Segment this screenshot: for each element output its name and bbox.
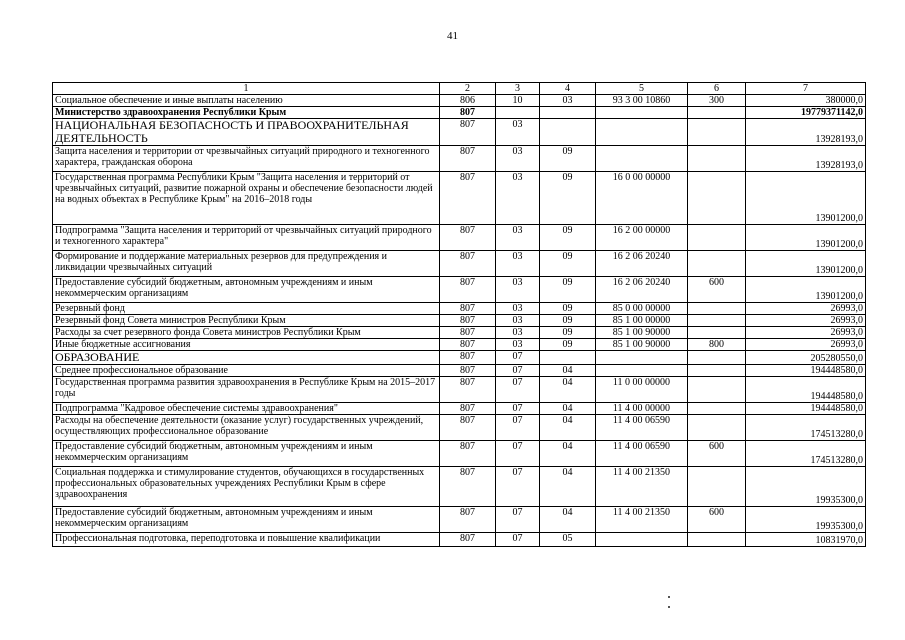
expense-type-cell (688, 172, 746, 225)
amount-cell: 194448580,0 (746, 377, 866, 403)
section-cell: 07 (496, 533, 540, 547)
subsection-cell: 03 (540, 95, 596, 107)
row-name-cell: Иные бюджетные ассигнования (53, 339, 440, 351)
expense-type-cell: 600 (688, 507, 746, 533)
subsection-cell: 09 (540, 303, 596, 315)
target-article-cell (596, 365, 688, 377)
subsection-cell (540, 351, 596, 365)
subsection-cell: 09 (540, 327, 596, 339)
section-cell: 07 (496, 441, 540, 467)
header-cell: 1 (53, 83, 440, 95)
table-row (53, 339, 866, 351)
row-name-cell: Предоставление субсидий бюджетным, автономным учреждениям и иным некоммерческим организациям (53, 507, 440, 533)
table-row (53, 303, 866, 315)
expense-type-cell (688, 533, 746, 547)
target-article-cell: 11 0 00 00000 (596, 377, 688, 403)
table-row (53, 467, 866, 507)
table-row (53, 365, 866, 377)
amount-cell: 19935300,0 (746, 467, 866, 507)
admin-code-cell: 807 (440, 365, 496, 377)
amount-cell: 13901200,0 (746, 277, 866, 303)
admin-code-cell: 807 (440, 339, 496, 351)
expense-type-cell (688, 107, 746, 119)
row-name-cell: Расходы на обеспечение деятельности (оказание услуг) государственных учреждений, осуществляющих профессиональное образование (53, 415, 440, 441)
section-cell: 03 (496, 303, 540, 315)
table-row (53, 327, 866, 339)
subsection-cell: 09 (540, 251, 596, 277)
row-name-cell: Предоставление субсидий бюджетным, автономным учреждениям и иным некоммерческим организациям (53, 441, 440, 467)
subsection-cell: 09 (540, 315, 596, 327)
expense-type-cell (688, 251, 746, 277)
section-cell: 03 (496, 277, 540, 303)
expense-type-cell (688, 415, 746, 441)
amount-cell: 13901200,0 (746, 225, 866, 251)
target-article-cell: 85 1 00 00000 (596, 315, 688, 327)
amount-cell: 174513280,0 (746, 441, 866, 467)
scan-speck (668, 596, 670, 598)
section-cell: 03 (496, 119, 540, 146)
amount-cell: 19779371142,0 (746, 107, 866, 119)
subsection-cell: 04 (540, 377, 596, 403)
row-name-cell: Профессиональная подготовка, переподготовка и повышение квалификации (53, 533, 440, 547)
table-row (53, 403, 866, 415)
section-cell: 07 (496, 467, 540, 507)
subsection-cell: 04 (540, 467, 596, 507)
admin-code-cell: 807 (440, 146, 496, 172)
row-name-cell: Социальное обеспечение и иные выплаты населению (53, 95, 440, 107)
admin-code-cell: 807 (440, 467, 496, 507)
section-cell: 07 (496, 507, 540, 533)
table-row (53, 277, 866, 303)
section-cell: 10 (496, 95, 540, 107)
admin-code-cell: 807 (440, 377, 496, 403)
expense-type-cell (688, 225, 746, 251)
table-row (53, 225, 866, 251)
table-row (53, 415, 866, 441)
admin-code-cell: 807 (440, 303, 496, 315)
expense-type-cell: 600 (688, 441, 746, 467)
expense-type-cell (688, 365, 746, 377)
amount-cell: 13901200,0 (746, 172, 866, 225)
section-cell: 03 (496, 315, 540, 327)
header-cell: 5 (596, 83, 688, 95)
admin-code-cell: 807 (440, 315, 496, 327)
table-row (53, 251, 866, 277)
scan-speck (668, 606, 670, 608)
expense-type-cell: 300 (688, 95, 746, 107)
amount-cell: 174513280,0 (746, 415, 866, 441)
row-name-cell: НАЦИОНАЛЬНАЯ БЕЗОПАСНОСТЬ И ПРАВООХРАНИТЕЛЬНАЯ ДЕЯТЕЛЬНОСТЬ (53, 119, 440, 146)
amount-cell: 380000,0 (746, 95, 866, 107)
admin-code-cell: 807 (440, 327, 496, 339)
amount-cell: 26993,0 (746, 339, 866, 351)
expense-type-cell (688, 327, 746, 339)
table-row (53, 315, 866, 327)
table-row (53, 95, 866, 107)
target-article-cell: 85 0 00 00000 (596, 303, 688, 315)
expense-type-cell: 600 (688, 277, 746, 303)
expense-type-cell (688, 467, 746, 507)
expense-type-cell (688, 119, 746, 146)
amount-cell: 26993,0 (746, 327, 866, 339)
target-article-cell: 16 2 06 20240 (596, 251, 688, 277)
amount-cell: 13901200,0 (746, 251, 866, 277)
admin-code-cell: 807 (440, 441, 496, 467)
target-article-cell: 16 2 00 00000 (596, 225, 688, 251)
amount-cell: 26993,0 (746, 315, 866, 327)
target-article-cell: 11 4 00 06590 (596, 441, 688, 467)
table-row (53, 172, 866, 225)
row-name-cell: Расходы за счет резервного фонда Совета министров Республики Крым (53, 327, 440, 339)
header-row (53, 83, 866, 95)
subsection-cell: 09 (540, 277, 596, 303)
row-name-cell: Подпрограмма "Кадровое обеспечение системы здравоохранения" (53, 403, 440, 415)
budget-table (52, 82, 866, 547)
row-name-cell: Министерство здравоохранения Республики Крым (53, 107, 440, 119)
subsection-cell (540, 107, 596, 119)
admin-code-cell: 807 (440, 172, 496, 225)
table-row (53, 107, 866, 119)
row-name-cell: Защита населения и территории от чрезвычайных ситуаций природного и техногенного характера, гражданская оборона (53, 146, 440, 172)
admin-code-cell: 807 (440, 251, 496, 277)
section-cell (496, 107, 540, 119)
admin-code-cell: 807 (440, 415, 496, 441)
expense-type-cell (688, 351, 746, 365)
header-cell: 4 (540, 83, 596, 95)
section-cell: 03 (496, 251, 540, 277)
admin-code-cell: 807 (440, 107, 496, 119)
subsection-cell: 04 (540, 441, 596, 467)
admin-code-cell: 807 (440, 119, 496, 146)
target-article-cell: 11 4 00 00000 (596, 403, 688, 415)
subsection-cell: 04 (540, 365, 596, 377)
header-cell: 3 (496, 83, 540, 95)
row-name-cell: Социальная поддержка и стимулирование студентов, обучающихся в государственных профессиональных образовательных учреждениях Республики Крым в сфере здравоохранения (53, 467, 440, 507)
amount-cell: 26993,0 (746, 303, 866, 315)
amount-cell: 205280550,0 (746, 351, 866, 365)
admin-code-cell: 807 (440, 403, 496, 415)
target-article-cell (596, 146, 688, 172)
section-cell: 03 (496, 339, 540, 351)
amount-cell: 13928193,0 (746, 146, 866, 172)
subsection-cell: 09 (540, 339, 596, 351)
row-name-cell: Государственная программа Республики Крым "Защита населения и территорий от чрезвычайных ситуаций, развитие пожарной охраны и обеспечение безопасности людей на водных объектах в Республике Крым" на 2016–2018 годы (53, 172, 440, 225)
row-name-cell: Подпрограмма "Защита населения и территорий от чрезвычайных ситуаций природного и техногенного характера" (53, 225, 440, 251)
row-name-cell: Формирование и поддержание материальных резервов для предупреждения и ликвидации чрезвычайных ситуаций (53, 251, 440, 277)
header-cell: 6 (688, 83, 746, 95)
table-row (53, 119, 866, 146)
row-name-cell: Предоставление субсидий бюджетным, автономным учреждениям и иным некоммерческим организациям (53, 277, 440, 303)
section-cell: 07 (496, 403, 540, 415)
section-cell: 07 (496, 351, 540, 365)
row-name-cell: Среднее профессиональное образование (53, 365, 440, 377)
target-article-cell (596, 107, 688, 119)
target-article-cell: 16 2 06 20240 (596, 277, 688, 303)
target-article-cell: 11 4 00 21350 (596, 507, 688, 533)
table-row (53, 533, 866, 547)
subsection-cell: 04 (540, 403, 596, 415)
amount-cell: 194448580,0 (746, 403, 866, 415)
admin-code-cell: 806 (440, 95, 496, 107)
admin-code-cell: 807 (440, 533, 496, 547)
row-name-cell: Государственная программа развития здравоохранения в Республике Крым на 2015–2017 годы (53, 377, 440, 403)
section-cell: 07 (496, 377, 540, 403)
section-cell: 07 (496, 415, 540, 441)
target-article-cell (596, 119, 688, 146)
header-cell: 2 (440, 83, 496, 95)
section-cell: 03 (496, 225, 540, 251)
admin-code-cell: 807 (440, 507, 496, 533)
amount-cell: 19935300,0 (746, 507, 866, 533)
subsection-cell: 04 (540, 415, 596, 441)
expense-type-cell: 800 (688, 339, 746, 351)
amount-cell: 10831970,0 (746, 533, 866, 547)
amount-cell: 194448580,0 (746, 365, 866, 377)
expense-type-cell (688, 303, 746, 315)
table-row (53, 441, 866, 467)
target-article-cell (596, 351, 688, 365)
admin-code-cell: 807 (440, 225, 496, 251)
target-article-cell: 11 4 00 21350 (596, 467, 688, 507)
section-cell: 03 (496, 146, 540, 172)
table-row (53, 351, 866, 365)
subsection-cell: 09 (540, 172, 596, 225)
target-article-cell: 16 0 00 00000 (596, 172, 688, 225)
row-name-cell: Резервный фонд (53, 303, 440, 315)
admin-code-cell: 807 (440, 277, 496, 303)
subsection-cell: 04 (540, 507, 596, 533)
subsection-cell: 09 (540, 146, 596, 172)
section-cell: 03 (496, 327, 540, 339)
target-article-cell (596, 533, 688, 547)
page-number: 41 (447, 30, 458, 42)
table-row (53, 146, 866, 172)
admin-code-cell: 807 (440, 351, 496, 365)
table-row (53, 507, 866, 533)
row-name-cell: Резервный фонд Совета министров Республики Крым (53, 315, 440, 327)
section-cell: 07 (496, 365, 540, 377)
amount-cell: 13928193,0 (746, 119, 866, 146)
expense-type-cell (688, 377, 746, 403)
header-cell: 7 (746, 83, 866, 95)
row-name-cell: ОБРАЗОВАНИЕ (53, 351, 440, 365)
target-article-cell: 85 1 00 90000 (596, 327, 688, 339)
expense-type-cell (688, 403, 746, 415)
subsection-cell: 09 (540, 225, 596, 251)
subsection-cell (540, 119, 596, 146)
target-article-cell: 11 4 00 06590 (596, 415, 688, 441)
target-article-cell: 93 3 00 10860 (596, 95, 688, 107)
section-cell: 03 (496, 172, 540, 225)
table-row (53, 377, 866, 403)
target-article-cell: 85 1 00 90000 (596, 339, 688, 351)
subsection-cell: 05 (540, 533, 596, 547)
expense-type-cell (688, 315, 746, 327)
expense-type-cell (688, 146, 746, 172)
